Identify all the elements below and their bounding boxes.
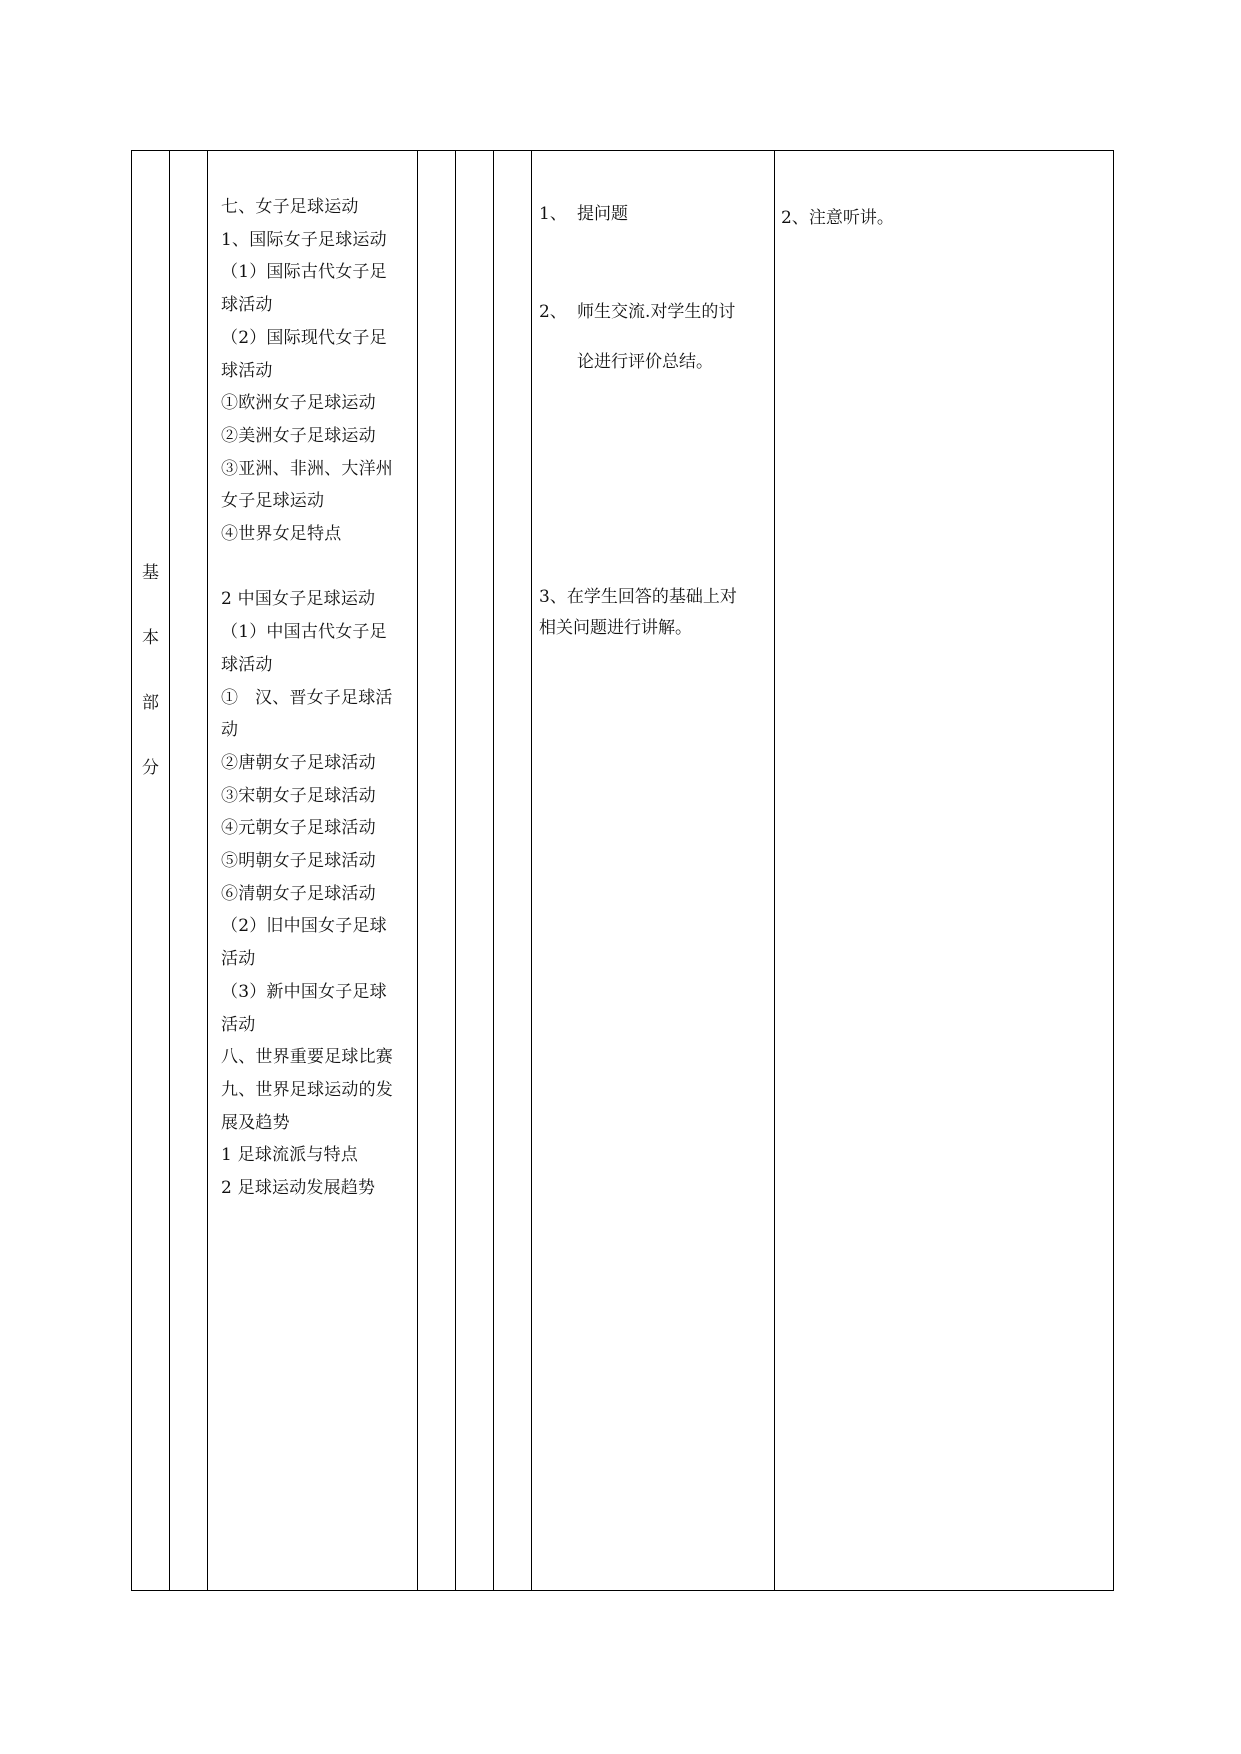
teacher-item-1-text: 提问题	[577, 204, 628, 224]
content-line: ④元朝女子足球活动	[221, 818, 376, 839]
content-line: 1、国际女子足球运动	[221, 229, 387, 250]
content-column	[221, 191, 411, 1205]
column-divider-6	[531, 151, 532, 1590]
column-divider-4	[455, 151, 456, 1590]
student-activity-column	[781, 203, 1091, 228]
content-line: ③宋朝女子足球活动	[221, 785, 376, 806]
column-divider-7	[774, 151, 775, 1590]
content-line: 1 足球流派与特点	[221, 1145, 359, 1166]
student-item: 2、注意听讲。	[781, 208, 894, 228]
content-line: 女子足球运动	[221, 491, 325, 512]
column-divider-1	[169, 151, 170, 1590]
content-line: ②美洲女子足球运动	[221, 425, 376, 446]
content-line: （1）中国古代女子足	[221, 622, 387, 643]
content-line: ①欧洲女子足球运动	[221, 393, 376, 414]
content-line: 七、女子足球运动	[221, 197, 359, 217]
content-line: （2）旧中国女子足球	[221, 916, 387, 937]
content-line: ⑥清朝女子足球活动	[221, 883, 376, 904]
content-line: 展及趋势	[221, 1112, 290, 1133]
column-divider-5	[493, 151, 494, 1590]
section-label-char: 分	[142, 758, 159, 778]
content-line: ④世界女足特点	[221, 524, 342, 545]
content-line: （3）新中国女子足球	[221, 981, 387, 1002]
teacher-item-2-text-continued: 论进行评价总结。	[577, 352, 713, 372]
content-line: ②唐朝女子足球活动	[221, 752, 376, 773]
content-line: 八、世界重要足球比赛	[221, 1047, 393, 1068]
section-label-char: 部	[142, 693, 159, 713]
content-line: ③亚洲、非洲、大洋州	[221, 458, 393, 479]
content-line: （1）国际古代女子足	[221, 262, 387, 283]
section-label-char: 基	[142, 563, 159, 583]
content-line: 2 中国女子足球运动	[221, 589, 376, 610]
content-line: 球活动	[221, 654, 273, 675]
section-label-char: 本	[142, 628, 159, 648]
column-divider-2	[207, 151, 208, 1590]
section-label	[132, 541, 169, 801]
teacher-item-3-text: 3、在学生回答的基础上对	[539, 587, 737, 607]
teacher-item-2-number: 2、	[539, 302, 567, 322]
content-line: ⑤明朝女子足球活动	[221, 851, 376, 872]
content-line: （2）国际现代女子足	[221, 327, 387, 348]
teacher-item-2-text: 师生交流.对学生的讨	[577, 302, 736, 322]
content-line	[221, 551, 411, 584]
teacher-item-3-text-continued: 相关问题进行讲解。	[539, 618, 692, 638]
content-line: 2 足球运动发展趋势	[221, 1178, 376, 1199]
content-line: 球活动	[221, 295, 273, 316]
column-divider-3	[417, 151, 418, 1590]
content-line: 球活动	[221, 360, 273, 381]
teacher-item-1-number: 1、	[539, 204, 567, 224]
content-line: 活动	[221, 1014, 256, 1035]
content-line: 动	[221, 720, 239, 741]
content-line: 九、世界足球运动的发	[221, 1079, 393, 1100]
content-line: 活动	[221, 949, 256, 970]
lesson-plan-table	[131, 150, 1114, 1591]
content-line: ① 汉、晋女子足球活	[221, 687, 393, 708]
